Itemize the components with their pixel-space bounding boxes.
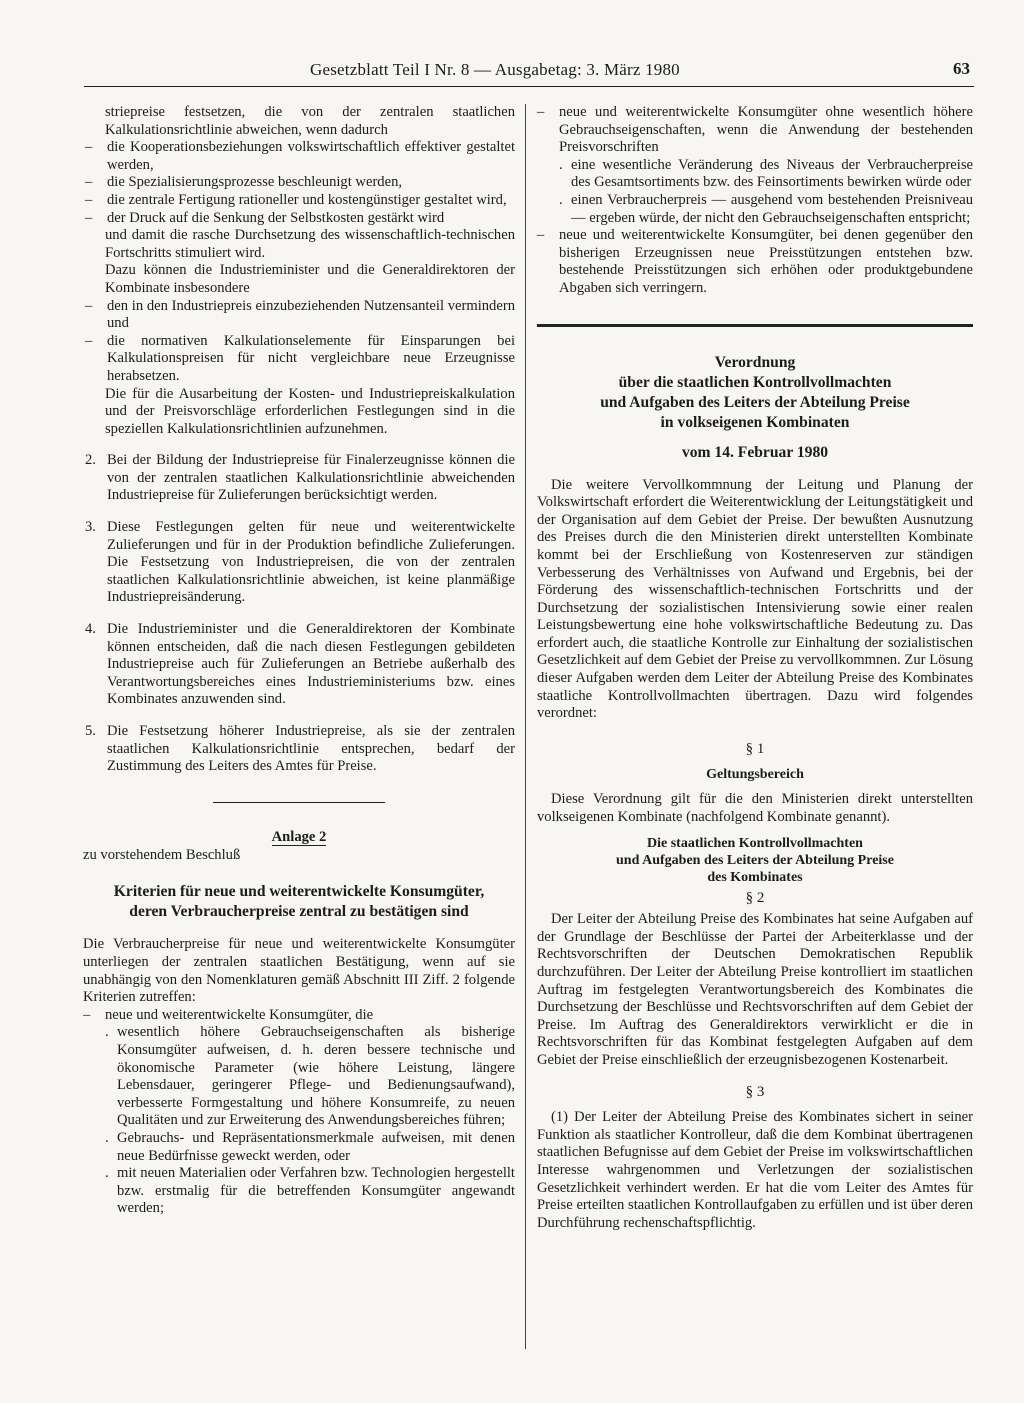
- section-text: Diese Verordnung gilt für die den Ministerien direkt unterstellten volkseigenen Kombinate (nachfolgend Kombinate genannt).: [537, 791, 973, 826]
- list-item: – die zentrale Fertigung rationeller und kostengünstiger gestaltet wird,: [85, 191, 507, 208]
- section-heading-line: Die staatlichen Kontrollvollmachten: [647, 835, 863, 851]
- verordnung-title-line: über die staatlichen Kontrollvollmachten: [618, 373, 892, 391]
- numbered-item-text: Bei der Bildung der Industriepreise für Finalerzeugnisse können die von der zentralen staatlichen Kalkulationsrichtlinie abweichenden Industriepreise für Zulieferungen berücksichtigt werden.: [107, 452, 515, 504]
- list-item-text: die normativen Kalkulationselemente für Einsparungen bei Kalkulationspreisen für nicht vergleichbare neue Erzeugnisse herabsetzen.: [107, 332, 515, 384]
- paragraph: und damit die rasche Durchsetzung des wissenschaftlich-technischen Fortschritts stimuliert wird.: [105, 227, 515, 261]
- numbered-item-text: Die Industrieminister und die Generaldirektoren der Kombinate können entscheiden, daß die nach diesen Festlegungen gebildeten Industriepreise auch für Zulieferungen an Betriebe außerhalb des Verantwortungsbereiches eines Industrieministeriums bzw. eines Kombinates anzuwenden sind.: [107, 621, 515, 708]
- section-number: § 2: [745, 889, 765, 906]
- list-item: – der Druck auf die Senkung der Selbstkosten gestärkt wird: [85, 209, 445, 226]
- sub-list-item-text: Gebrauchs- und Repräsentationsmerkmale aufweisen, mit denen neue Bedürfnisse geweckt werden, oder: [117, 1130, 515, 1164]
- column-divider: [525, 104, 526, 1349]
- list-item-text: die Kooperationsbeziehungen volkswirtschaftlich effektiver gestaltet werden,: [107, 139, 515, 173]
- section-number: § 3: [745, 1083, 765, 1100]
- numbered-item: [83, 452, 515, 505]
- list-item-text: der Druck auf die Senkung der Selbstkosten gestärkt wird: [107, 209, 445, 226]
- item-number: 3.: [85, 519, 96, 536]
- page-number: 63: [953, 59, 970, 78]
- list-item-text: die Spezialisierungsprozesse beschleunigt werden,: [107, 174, 403, 191]
- verordnung-date: vom 14. Februar 1980: [681, 443, 829, 461]
- kriterien-heading-line: Kriterien für neue und weiterentwickelte Konsumgüter,: [113, 883, 485, 901]
- numbered-item: [83, 621, 515, 709]
- paragraph: Dazu können die Industrieminister und die Generaldirektoren der Kombinate insbesondere: [105, 262, 515, 296]
- numbered-item-text: Die Festsetzung höherer Industriepreise, als sie der zentralen staatlichen Kalkulationsrichtlinie entsprechen, bedarf der Zustimmung des Leiters des Amtes für Preise.: [107, 723, 515, 775]
- right-column: [537, 104, 973, 1354]
- item-number: 4.: [85, 621, 96, 638]
- section-text: (1) Der Leiter der Abteilung Preise des Kombinates sichert in seiner Funktion als staatlicher Kontrolleur, daß die dem Kombinat übertragenen staatlichen Befugnisse auf dem Gebiet der Preise im volkswirtschaftlichen Interesse wahrgenommen und Verletzungen der sozialistischen Gesetzlichkeit verhindert werden. Er hat die vom Leiter des Amtes für Preise erteilten staatlichen Kontrollaufgaben zu erfüllen und ist über deren Durchführung rechenschaftspflichtig.: [537, 1109, 973, 1231]
- verordnung-title-line: in volkseigenen Kombinaten: [660, 413, 850, 431]
- list-item: – neue und weiterentwickelte Konsumgüter, bei denen gegenüber den bisherigen Erzeugnissen neue Preisstützungen entstehen bzw. bestehende Preisstützungen sich erhöhen oder produktgebundene Abgaben sich verringern.: [537, 227, 973, 296]
- verordnung-title-line: und Aufgaben des Leiters der Abteilung Preise: [600, 393, 910, 411]
- page-header: [84, 58, 974, 87]
- section-heading-line: des Kombinates: [707, 869, 803, 885]
- header-title: Gesetzblatt Teil I Nr. 8 — Ausgabetag: 3. März 1980: [310, 60, 680, 79]
- list-item-text: neue und weiterentwickelte Konsumgüter ohne wesentlich höhere Gebrauchseigenschaften, wenn die Anwendung der bestehenden Preisvorschriften: [559, 104, 973, 156]
- left-column: [83, 104, 515, 1354]
- section-number: § 1: [745, 740, 765, 757]
- left-intro: [83, 104, 515, 139]
- sub-list-item-text: einen Verbraucherpreis — ausgehend vom bestehenden Preisniveau — ergeben würde, der nicht den Gebrauchseigenschaften entspricht;: [571, 191, 973, 226]
- item-number: 2.: [85, 452, 96, 469]
- section-text: Der Leiter der Abteilung Preise des Kombinates hat seine Aufgaben auf der Grundlage der Beschlüsse der Partei der Arbeiterklasse und der Rechtsvorschriften der Deutschen Demokratischen Republik durchzuführen. Der Leiter der Abteilung Preise kontrolliert im staatlichen Auftrag im festgelegten Verantwortungsbereich des Kombinates die Durchsetzung der Beschlüsse und Rechtsvorschriften auf dem Gebiet der Preise. Im Auftrag des Generaldirektors verwirklicht er die in Rechtsvorschriften für das Kombinat festgelegten Aufgaben auf dem Gebiet der Preise einschließlich der erzeugnisbezogenen Kostenarbeit.: [537, 911, 973, 1068]
- list-item: – neue und weiterentwickelte Konsumgüter ohne wesentlich höhere Gebrauchseigenschaften, wenn die Anwendung der bestehenden Preisvorschriften: [537, 104, 973, 156]
- list-item-text: den in den Industriepreis einzubeziehenden Nutzensanteil vermindern und: [107, 297, 515, 332]
- sub-list-item: . eine wesentliche Veränderung des Niveaus der Verbraucherpreise des Gesamtsortiments bzw. des Feinsortiments bewirken würde oder: [559, 156, 973, 191]
- sub-list-item-text: eine wesentliche Veränderung des Niveaus der Verbraucherpreise des Gesamtsortiments bzw. des Feinsortiments bewirken würde oder: [571, 156, 973, 191]
- anlage-title-text: Anlage 2: [271, 829, 327, 846]
- left-intro-text: striepreise festsetzen, die von der zentralen staatlichen Kalkulationsrichtlinie abweichen, wenn dadurch: [105, 104, 515, 138]
- paragraph: Die für die Ausarbeitung der Kosten- und Industriepreiskalkulation und der Preisvorschläge erforderlichen Festlegungen sind in die speziellen Kalkulationsrichtlinien aufzunehmen.: [105, 385, 515, 437]
- numbered-item-text: Diese Festlegungen gelten für neue und weiterentwickelte Zulieferungen und für in der Produktion befindliche Zulieferungen. Die Festsetzung von Industriepreisen, die von der zentralen staatlichen Kalkulationsrichtlinie abweichen, ist keine planmäßige Industriepreisänderung.: [107, 519, 515, 606]
- list-item: – den in den Industriepreis einzubeziehenden Nutzensanteil vermindern und: [85, 297, 515, 332]
- item-number: 5.: [85, 723, 96, 739]
- sub-list-item: . mit neuen Materialien oder Verfahren bzw. Technologien hergestellt bzw. erstmalig für die betreffenden Konsumgüter angewandt werden;: [105, 1165, 515, 1217]
- list-item-text: neue und weiterentwickelte Konsumgüter, bei denen gegenüber den bisherigen Erzeugnissen neue Preisstützungen entstehen bzw. bestehende Preisstützungen sich erhöhen oder produktgebundene Abgaben sich verringern.: [559, 227, 973, 296]
- list-item: – die Spezialisierungsprozesse beschleunigt werden,: [85, 174, 403, 191]
- anlage-subtitle: zu vorstehendem Beschluß: [83, 846, 241, 863]
- verordnung-title-line: Verordnung: [714, 353, 796, 371]
- sub-list-item: . wesentlich höhere Gebrauchseigenschaften als bisherige Konsumgüter aufweisen, d. h. deren bessere technische und ökonomische Parameter (wie höhere Leistung, längere Lebensdauer, geringerer Pflege- und Bedienungsaufwand), verbesserte Formgestaltung und höhere Konsumreife, zu neuen Qualitäten und zur Erweiterung des Anwendungsbereiches führen;: [105, 1024, 515, 1129]
- list-item-text: neue und weiterentwickelte Konsumgüter, die: [105, 1006, 374, 1023]
- list-item-text: die zentrale Fertigung rationeller und kostengünstiger gestaltet wird,: [107, 191, 507, 208]
- numbered-item: [83, 723, 515, 776]
- list-item: – die normativen Kalkulationselemente für Einsparungen bei Kalkulationspreisen für nicht vergleichbare neue Erzeugnisse herabsetzen.: [85, 332, 515, 384]
- section-title: Geltungsbereich: [706, 767, 804, 783]
- kriterien-intro: Die Verbraucherpreise für neue und weiterentwickelte Konsumgüter unterliegen der zentralen staatlichen Bestätigung, wenn auf sie unabhängig von den Nomenklaturen gemäß Abschnitt III Ziff. 2 folgende Kriterien zutreffen:: [83, 936, 515, 1006]
- sub-list-item-text: mit neuen Materialien oder Verfahren bzw. Technologien hergestellt bzw. erstmalig für die betreffenden Konsumgüter angewandt werden;: [117, 1165, 515, 1217]
- numbered-item: [83, 519, 515, 607]
- section-heading-line: und Aufgaben des Leiters der Abteilung Preise: [616, 852, 894, 868]
- sub-list-item: . Gebrauchs- und Repräsentationsmerkmale aufweisen, mit denen neue Bedürfnisse geweckt werden, oder: [105, 1130, 515, 1164]
- list-item: – die Kooperationsbeziehungen volkswirtschaftlich effektiver gestaltet werden,: [85, 139, 515, 173]
- sub-list-item-text: wesentlich höhere Gebrauchseigenschaften als bisherige Konsumgüter aufweisen, d. h. deren bessere technische und ökonomische Parameter (wie höhere Leistung, längere Lebensdauer, geringerer Pflege- und Bedienungsaufwand), verbesserte Formgestaltung und höhere Konsumreife, zu neuen Qualitäten und zur Erweiterung des Anwendungsbereiches führen;: [117, 1024, 515, 1129]
- anlage-title: [83, 829, 515, 847]
- list-item: – neue und weiterentwickelte Konsumgüter, die: [83, 1006, 374, 1023]
- kriterien-heading-line: deren Verbraucherpreise zentral zu bestätigen sind: [129, 903, 469, 921]
- verordnung-preamble: Die weitere Vervollkommnung der Leitung und Planung der Volkswirtschaft erfordert die Weiterentwicklung der Leitungstätigkeit und der Organisation auf dem Gebiet der Preise. Der bewußten Ausnutzung des Preises durch die den Ministerien direkt unterstellten Kombinate kommt bei der Erschließung von Kostenreserven zur ständigen Verbesserung des Verhältnisses von Aufwand und Ergebnis, bei der Förderung des wissenschaftlich-technischen Fortschritts und der Durchsetzung der sozialistischen Intensivierung sowie einer realen Leistungsbewertung eine hohe volkswirtschaftliche Bedeutung zu. Das erfordert auch, die staatliche Kontrolle zur Einhaltung der sozialistischen Gesetzlichkeit auf dem Gebiet der Preise zu vervollkommnen. Zur Lösung dieser Aufgaben werden dem Leiter der Abteilung Preise des Kombinates staatliche Kontrollvollmachten übertragen. Dazu wird folgendes verordnet:: [537, 476, 973, 722]
- sub-list-item: . einen Verbraucherpreis — ausgehend vom bestehenden Preisniveau — ergeben würde, der nicht den Gebrauchseigenschaften entspricht;: [559, 191, 973, 226]
